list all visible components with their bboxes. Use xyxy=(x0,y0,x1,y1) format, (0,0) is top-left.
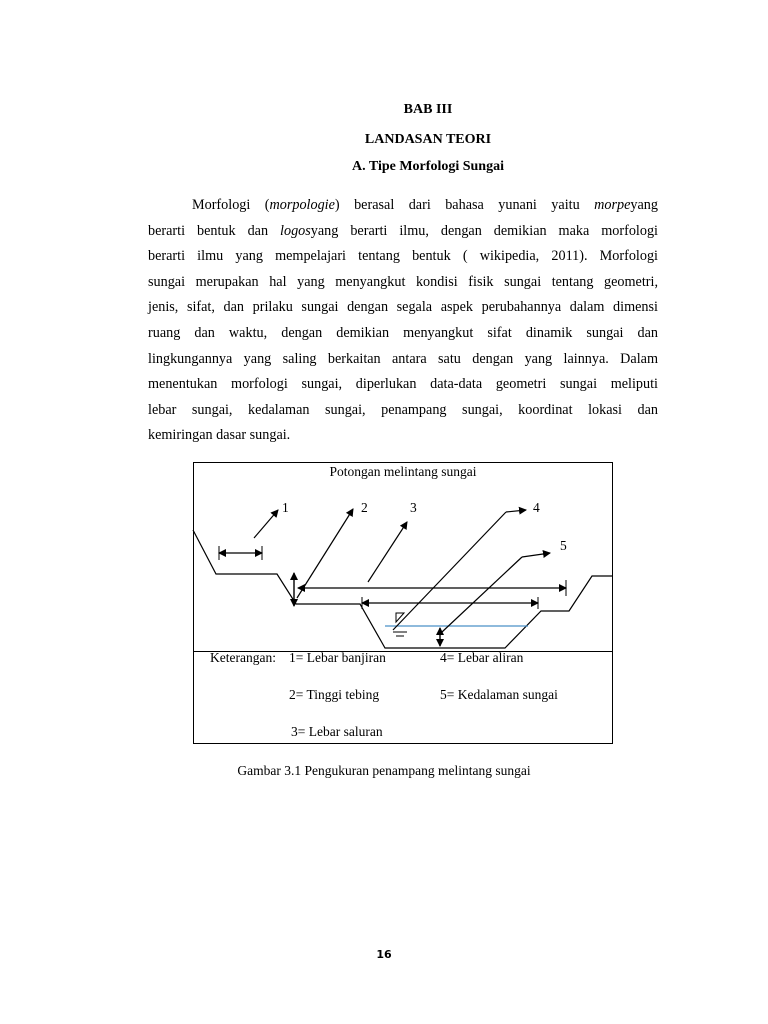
paragraph-line: kemiringan dasar sungai. xyxy=(148,427,291,444)
legend-prefix: Keterangan: xyxy=(210,650,276,665)
chapter-title: LANDASAN TEORI xyxy=(364,132,492,147)
pointer-3 xyxy=(368,522,407,582)
figure-caption: Gambar 3.1 Pengukuran penampang melintang sungai xyxy=(237,763,531,778)
pointer-5-end xyxy=(522,553,550,557)
chapter-label: BAB III xyxy=(403,102,453,117)
ground-profile xyxy=(193,530,613,648)
paragraph-line: menentukan morfologi sungai, diperlukan data-data geometri sungai meliputi xyxy=(148,376,658,393)
legend-item-3: 3= Lebar saluran xyxy=(291,724,383,739)
pointer-2 xyxy=(297,509,353,598)
legend-item-5: 5= Kedalaman sungai xyxy=(440,687,558,702)
legend-item-2: 2= Tinggi tebing xyxy=(289,687,380,702)
label-number-3: 3 xyxy=(410,500,417,515)
paragraph-line: jenis, sifat, dan prilaku sungai dengan segala aspek perubahannya dalam dimensi xyxy=(148,299,658,316)
water-level-symbol xyxy=(396,613,404,622)
pointer-5 xyxy=(442,557,522,632)
page-number: 16 xyxy=(376,948,392,961)
paragraph-line: lebar sungai, kedalaman sungai, penampang sungai, koordinat lokasi dan xyxy=(148,401,658,418)
paragraph-line: lingkungannya yang saling berkaitan antara satu dengan yang lainnya. Dalam xyxy=(148,350,658,367)
pointer-4 xyxy=(393,512,506,630)
pointer-1 xyxy=(254,510,278,538)
label-number-1: 1 xyxy=(282,500,289,515)
paragraph-line: ruang dan waktu, dengan demikian menyangkut sifat dinamik sungai dan xyxy=(148,324,658,341)
label-number-5: 5 xyxy=(560,538,567,553)
pointer-4-end xyxy=(506,510,526,512)
paragraph-line: Morfologi (morpologie) berasal dari bahasa yunani yaitu morpeyang xyxy=(192,197,658,213)
label-number-2: 2 xyxy=(361,500,368,515)
legend-item-1: 1= Lebar banjiran xyxy=(289,650,386,665)
paragraph-line: sungai merupakan hal yang menyangkut kondisi fisik sungai tentang geometri, xyxy=(148,273,658,290)
paragraph-line: berarti bentuk dan logosyang berarti ilmu, dengan demikian maka morfologi xyxy=(148,222,658,239)
paragraph-line: berarti ilmu yang mempelajari tentang bentuk ( wikipedia, 2011). Morfologi xyxy=(148,248,658,265)
section-title: A. Tipe Morfologi Sungai xyxy=(352,159,504,174)
label-number-4: 4 xyxy=(533,500,540,515)
legend-item-4: 4= Lebar aliran xyxy=(440,650,524,665)
figure-title: Potongan melintang sungai xyxy=(329,464,477,479)
